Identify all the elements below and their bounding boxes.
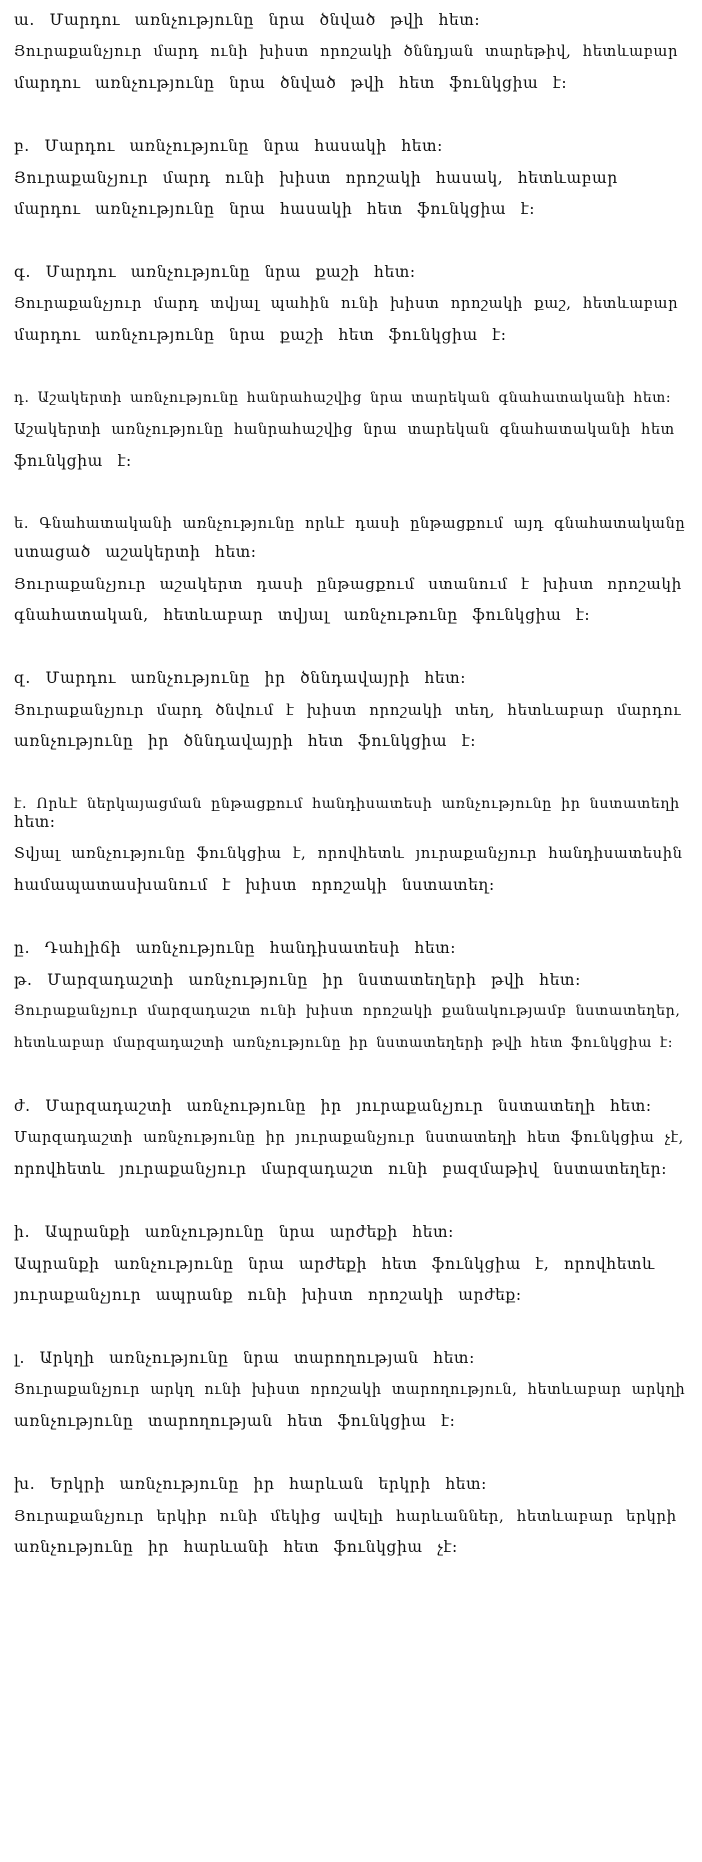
text-line: Տվյալ առնչությունը ֆունկցիա է, որովհետև յուրաքանչյուր հանդիսատեսին (14, 845, 683, 862)
text-line: Յուրաքանչյուր մարզադաշտ ունի խիստ որոշակի քանակությամբ նստատեղեր, (14, 1003, 681, 1019)
text-line: լ․ Արկղի առնչությունը նրա տարողության հետ: (14, 1349, 475, 1367)
text-line: մարդու առնչությունը նրա հասակի հետ ֆունկցիա է: (14, 200, 536, 218)
text-line: զ․ Մարդու առնչությունը իր ծննդավայրի հետ: (14, 669, 467, 687)
text-line: մարդու առնչությունը նրա քաշի հետ ֆունկցիա է: (14, 326, 507, 344)
text-line: Յուրաքանչյուր աշակերտ դասի ընթացքում ստանում է խիստ որոշակի (14, 575, 682, 593)
text-line: Յուրաքանչյուր մարդ ունի խիստ որոշակի ծննդյան տարեթիվ, հետևաբար (14, 43, 679, 60)
text-line: Յուրաքանչյուր մարդ տվյալ պահին ունի խիստ որոշակի քաշ, հետևաբար (14, 295, 679, 312)
text-line: ստացած աշակերտի հետ: (14, 543, 257, 561)
text-line: Յուրաքանչյուր արկղ ունի խիստ որոշակի տարողություն, հետևաբար արկղի (14, 1382, 686, 1398)
text-line: դ․ Աշակերտի առնչությունը հանրահաշվից նրա տարեկան գնահատականի հետ: (14, 390, 672, 406)
text-line: ժ․ Մարզադաշտի առնչությունը իր յուրաքանչյուր նստատեղի հետ: (14, 1097, 652, 1115)
text-line: բ․ Մարդու առնչությունը նրա հասակի հետ: (14, 137, 443, 155)
text-line: Յուրաքանչյուր մարդ ծնվում է խիստ որոշակի տեղ, հետևաբար մարդու (14, 701, 682, 719)
text-line: Մարզադաշտի առնչությունը իր յուրաքանչյուր նստատեղի հետ ֆունկցիա չէ, (14, 1130, 684, 1146)
text-line: ը․ Դահլիճի առնչությունը հանդիսատեսի հետ: (14, 939, 457, 957)
text-line: Յուրաքանչյուր երկիր ունի մեկից ավելի հարևաններ, հետևաբար երկրի (14, 1507, 677, 1525)
text-line: ե․ Գնահատականի առնչությունը որևէ դասի ընթացքում այդ գնահատականը (14, 516, 686, 532)
text-line: ա․ Մարդու առնչությունը նրա ծնված թվի հետ: (14, 11, 481, 29)
text-line: առնչությունը իր ծննդավայրի հետ ֆունկցիա է: (14, 732, 477, 750)
text-line: Ապրանքի առնչությունը նրա արժեքի հետ ֆունկցիա է, որովհետև (14, 1255, 655, 1273)
text-line: որովհետև յուրաքանչյուր մարզադաշտ ունի բազմաթիվ նստատեղեր: (14, 1160, 668, 1178)
text-line: առնչությունը տարողության հետ ֆունկցիա է: (14, 1412, 456, 1430)
text-line: է․ Որևէ ներկայացման ընթացքում հանդիսատեսի առնչությունը իր նստատեղի (14, 796, 680, 812)
text-line: մարդու առնչությունը նրա ծնված թվի հետ ֆունկցիա է: (14, 74, 568, 92)
text-line: առնչությունը իր հարևանի հետ ֆունկցիա չէ: (14, 1538, 458, 1556)
text-line: խ․ Երկրի առնչությունը իր հարևան երկրի հետ: (14, 1475, 487, 1493)
text-line: համապատասխանում է խիստ որոշակի նստատեղ: (14, 876, 495, 894)
text-line: թ․ Մարզադաշտի առնչությունը իր նստատեղերի թվի հետ: (14, 971, 581, 989)
text-line: Յուրաքանչյուր մարդ ունի խիստ որոշակի հասակ, հետևաբար (14, 169, 618, 187)
text-line: գնահատական, հետևաբար տվյալ առնչութունը ֆունկցիա է: (14, 606, 591, 624)
text-line: հետևաբար մարզադաշտի առնչությունը իր նստատեղերի թվի հետ ֆունկցիա է: (14, 1035, 674, 1051)
text-line: յուրաքանչյուր ապրանք ունի խիստ որոշակի արժեք: (14, 1286, 522, 1304)
text-line: Աշակերտի առնչությունը հանրահաշվից նրա տարեկան գնահատականի հետ (14, 422, 675, 438)
text-line: հետ: (14, 813, 56, 831)
text-line: ի․ Ապրանքի առնչությունը նրա արժեքի հետ: (14, 1223, 454, 1241)
text-line: ֆունկցիա է: (14, 452, 132, 470)
text-line: գ․ Մարդու առնչությունը նրա քաշի հետ: (14, 263, 416, 281)
